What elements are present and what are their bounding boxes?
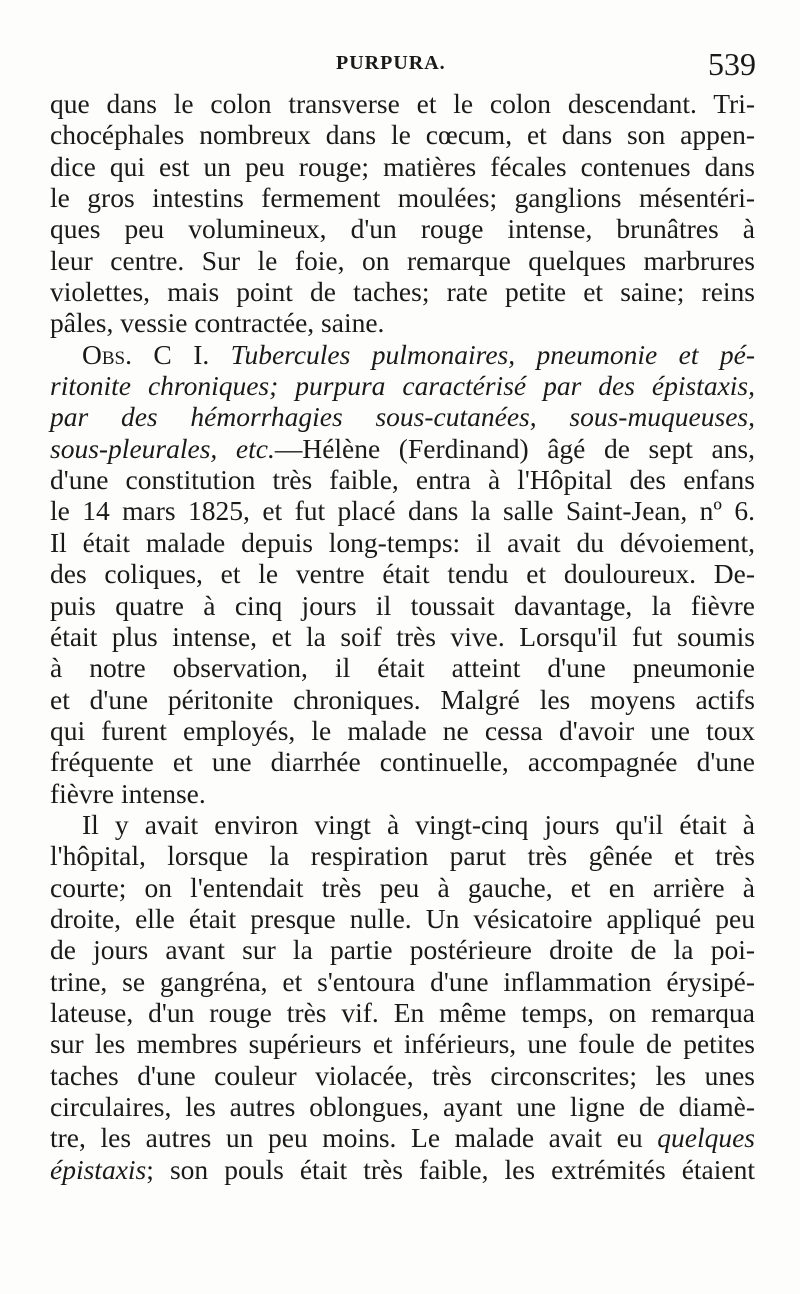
paragraph-clinical-course — [50, 809, 755, 1185]
text-line: fréquente et une diarrhée continuelle, accompagnée d'une — [50, 746, 755, 778]
body-text — [50, 88, 755, 1185]
text-line: ques peu volumineux, d'un rouge intense, brunâtres à — [50, 213, 755, 245]
text-line: pâles, vessie contractée, saine. — [50, 307, 385, 339]
text-line: leur centre. Sur le foie, on remarque quelques marbrures — [50, 244, 755, 276]
paragraph-autopsy — [50, 88, 755, 339]
text-line: droite, elle était presque nulle. Un vésicatoire appliqué peu — [50, 902, 755, 934]
text-line: lateuse, d'un rouge très vif. En même temps, on remarqua — [50, 996, 755, 1028]
text-line: chocéphales nombreux dans le cœcum, et dans son appen- — [50, 119, 755, 151]
observation-label: Obs. — [82, 338, 132, 370]
text-line: violettes, mais point de taches; rate petite et saine; reins — [50, 276, 755, 308]
text-line: sur les membres supérieurs et inférieurs, une foule de petites — [50, 1028, 755, 1060]
text-line: de jours avant sur la partie postérieure droite de la poi- — [50, 934, 755, 966]
observation-title-line: ritonite chroniques; purpura caractérisé par des épistaxis, — [50, 370, 755, 402]
text-line: était plus intense, et la soif très vive. Lorsqu'il fut soumis — [50, 620, 755, 652]
text-line: dice qui est un peu rouge; matières fécales contenues dans — [50, 150, 755, 182]
text-line: taches d'une couleur violacée, très circonscrites; les unes — [50, 1059, 755, 1091]
text-line: le gros intestins fermement moulées; ganglions mésentéri- — [50, 182, 755, 214]
running-head — [0, 46, 800, 86]
text-line: à notre observation, il était atteint d'une pneumonie — [50, 652, 755, 684]
text-line: l'hôpital, lorsque la respiration parut très gênée et très — [50, 840, 755, 872]
text-line: le 14 mars 1825, et fut placé dans la salle Saint-Jean, nº 6. — [50, 495, 755, 527]
text-line: Il était malade depuis long-temps: il avait du dévoiement, — [50, 526, 755, 558]
text-line: et d'une péritonite chroniques. Malgré les moyens actifs — [50, 683, 755, 715]
text-line: qui furent employés, le malade ne cessa d'avoir une toux — [50, 714, 755, 746]
observation-title: Tubercules pulmonaires, pneumonie et pé- — [230, 338, 756, 370]
text-line: que dans le colon transverse et le colon descendant. Tri- — [50, 88, 755, 119]
text-line: d'une constitution très faible, entra à l'Hôpital des enfans — [50, 464, 755, 496]
observation-heading-line — [50, 339, 755, 370]
page-number: 539 — [708, 46, 756, 82]
text-line: des coliques, et le ventre était tendu et douloureux. De- — [50, 558, 755, 590]
observation-title-line: sous-pleurales, etc.—Hélène (Ferdinand) âgé de sept ans, — [50, 432, 755, 464]
text-line: circulaires, les autres oblongues, ayant une ligne de diamè- — [50, 1091, 755, 1122]
text-line: trine, se gangréna, et s'entoura d'une inflammation érysipé- — [50, 965, 755, 997]
observation-title-line: par des hémorrhagies sous-cutanées, sous-muqueuses, — [50, 401, 755, 433]
text-line: puis quatre à cinq jours il toussait davantage, la fièvre — [50, 589, 755, 621]
text-line: courte; on l'entendait très peu à gauche, et en arrière à — [50, 871, 755, 903]
text-line: fièvre intense. — [50, 777, 206, 809]
paragraph-observation — [50, 339, 755, 809]
text-line: Il y avait environ vingt à vingt-cinq jours qu'il était à — [82, 808, 755, 840]
text-line: épistaxis; son pouls était très faible, les extrémités étaient — [50, 1153, 755, 1185]
observation-number: C I. — [153, 338, 210, 370]
text-line: tre, les autres un peu moins. Le malade avait eu quelques — [50, 1122, 755, 1154]
running-title: PURPURA. — [336, 52, 446, 74]
